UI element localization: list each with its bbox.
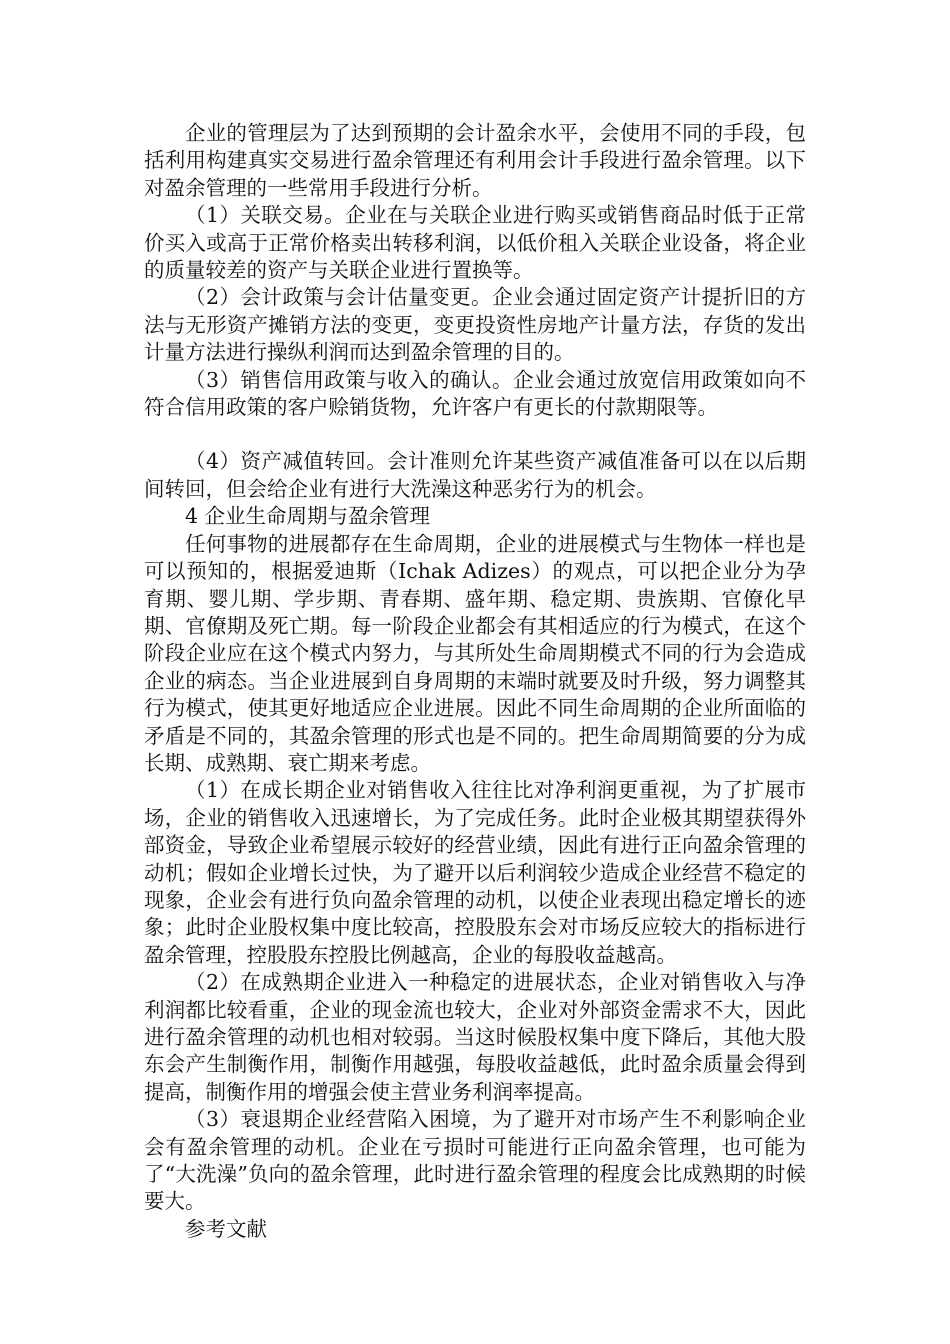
section-heading: 4 企业生命周期与盈余管理 [185, 504, 431, 529]
paragraph-impairment: （4）资产减值转回。会计准则允许某些资产减值准备可以在以后期间转回，但会给企业有进行大洗澡这种恶劣行为的机会。 [144, 449, 806, 501]
document-body [144, 120, 806, 1243]
paragraph-life-cycle: 任何事物的进展都存在生命周期，企业的进展模式与生物体一样也是可以预知的，根据爱迪斯（Ichak Adizes）的观点，可以把企业分为孕育期、婴儿期、学步期、青春期、盛年期、稳定期、贵族期、官僚化早期、官僚期及死亡期。每一阶段企业都会有其相适应的行为模式，在这个阶段企业应在这个模式内努力，与其所处生命周期模式不同的行为会造成企业的病态。当企业进展到自身周期的末端时就要及时升级，努力调整其行为模式，使其更好地适应企业进展。因此不同生命周期的企业所面临的矛盾是不同的，其盈余管理的形式也是不同的。把生命周期简要的分为成长期、成熟期、衰亡期来考虑。 [144, 531, 806, 775]
paragraph-decline-stage: （3）衰退期企业经营陷入困境，为了避开对市场产生不利影响企业会有盈余管理的动机。企业在亏损时可能进行正向盈余管理，也可能为了“大洗澡”负向的盈余管理，此时进行盈余管理的程度会比成熟期的时候要大。 [144, 1107, 806, 1214]
references-heading: 参考文献 [185, 1216, 267, 1241]
paragraph-related-party: （1）关联交易。企业在与关联企业进行购买或销售商品时低于正常价买入或高于正常价格卖出转移利润，以低价租入关联企业设备，将企业的质量较差的资产与关联企业进行置换等。 [144, 203, 806, 283]
paragraph-accounting-policy: （2）会计政策与会计估量变更。企业会通过固定资产计提折旧的方法与无形资产摊销方法的变更，变更投资性房地产计量方法，存货的发出计量方法进行操纵利润而达到盈余管理的目的。 [144, 285, 806, 365]
paragraph-intro: 企业的管理层为了达到预期的会计盈余水平，会使用不同的手段，包括利用构建真实交易进行盈余管理还有利用会计手段进行盈余管理。以下对盈余管理的一些常用手段进行分析。 [144, 121, 806, 200]
paragraph-mature-stage: （2）在成熟期企业进入一种稳定的进展状态，企业对销售收入与净利润都比较看重，企业的现金流也较大，企业对外部资金需求不大，因此进行盈余管理的动机也相对较弱。当这时候股权集中度下降后，其他大股东会产生制衡作用，制衡作用越强，每股收益越低，此时盈余质量会得到提高，制衡作用的增强会使主营业务利润率提高。 [144, 970, 806, 1104]
paragraph-growth-stage: （1）在成长期企业对销售收入往往比对净利润更重视，为了扩展市场，企业的销售收入迅速增长，为了完成任务。此时企业极其期望获得外部资金，导致企业希望展示较好的经营业绩，因此有进行正向盈余管理的动机；假如企业增长过快，为了避开以后利润较少造成企业经营不稳定的现象，企业会有进行负向盈余管理的动机，以使企业表现出稳定增长的迹象；此时企业股权集中度比较高，控股股东会对市场反应较大的指标进行盈余管理，控股股东控股比例越高，企业的每股收益越高。 [144, 778, 806, 967]
paragraph-credit-policy: （3）销售信用政策与收入的确认。企业会通过放宽信用政策如向不符合信用政策的客户赊销货物，允许客户有更长的付款期限等。 [144, 367, 806, 420]
